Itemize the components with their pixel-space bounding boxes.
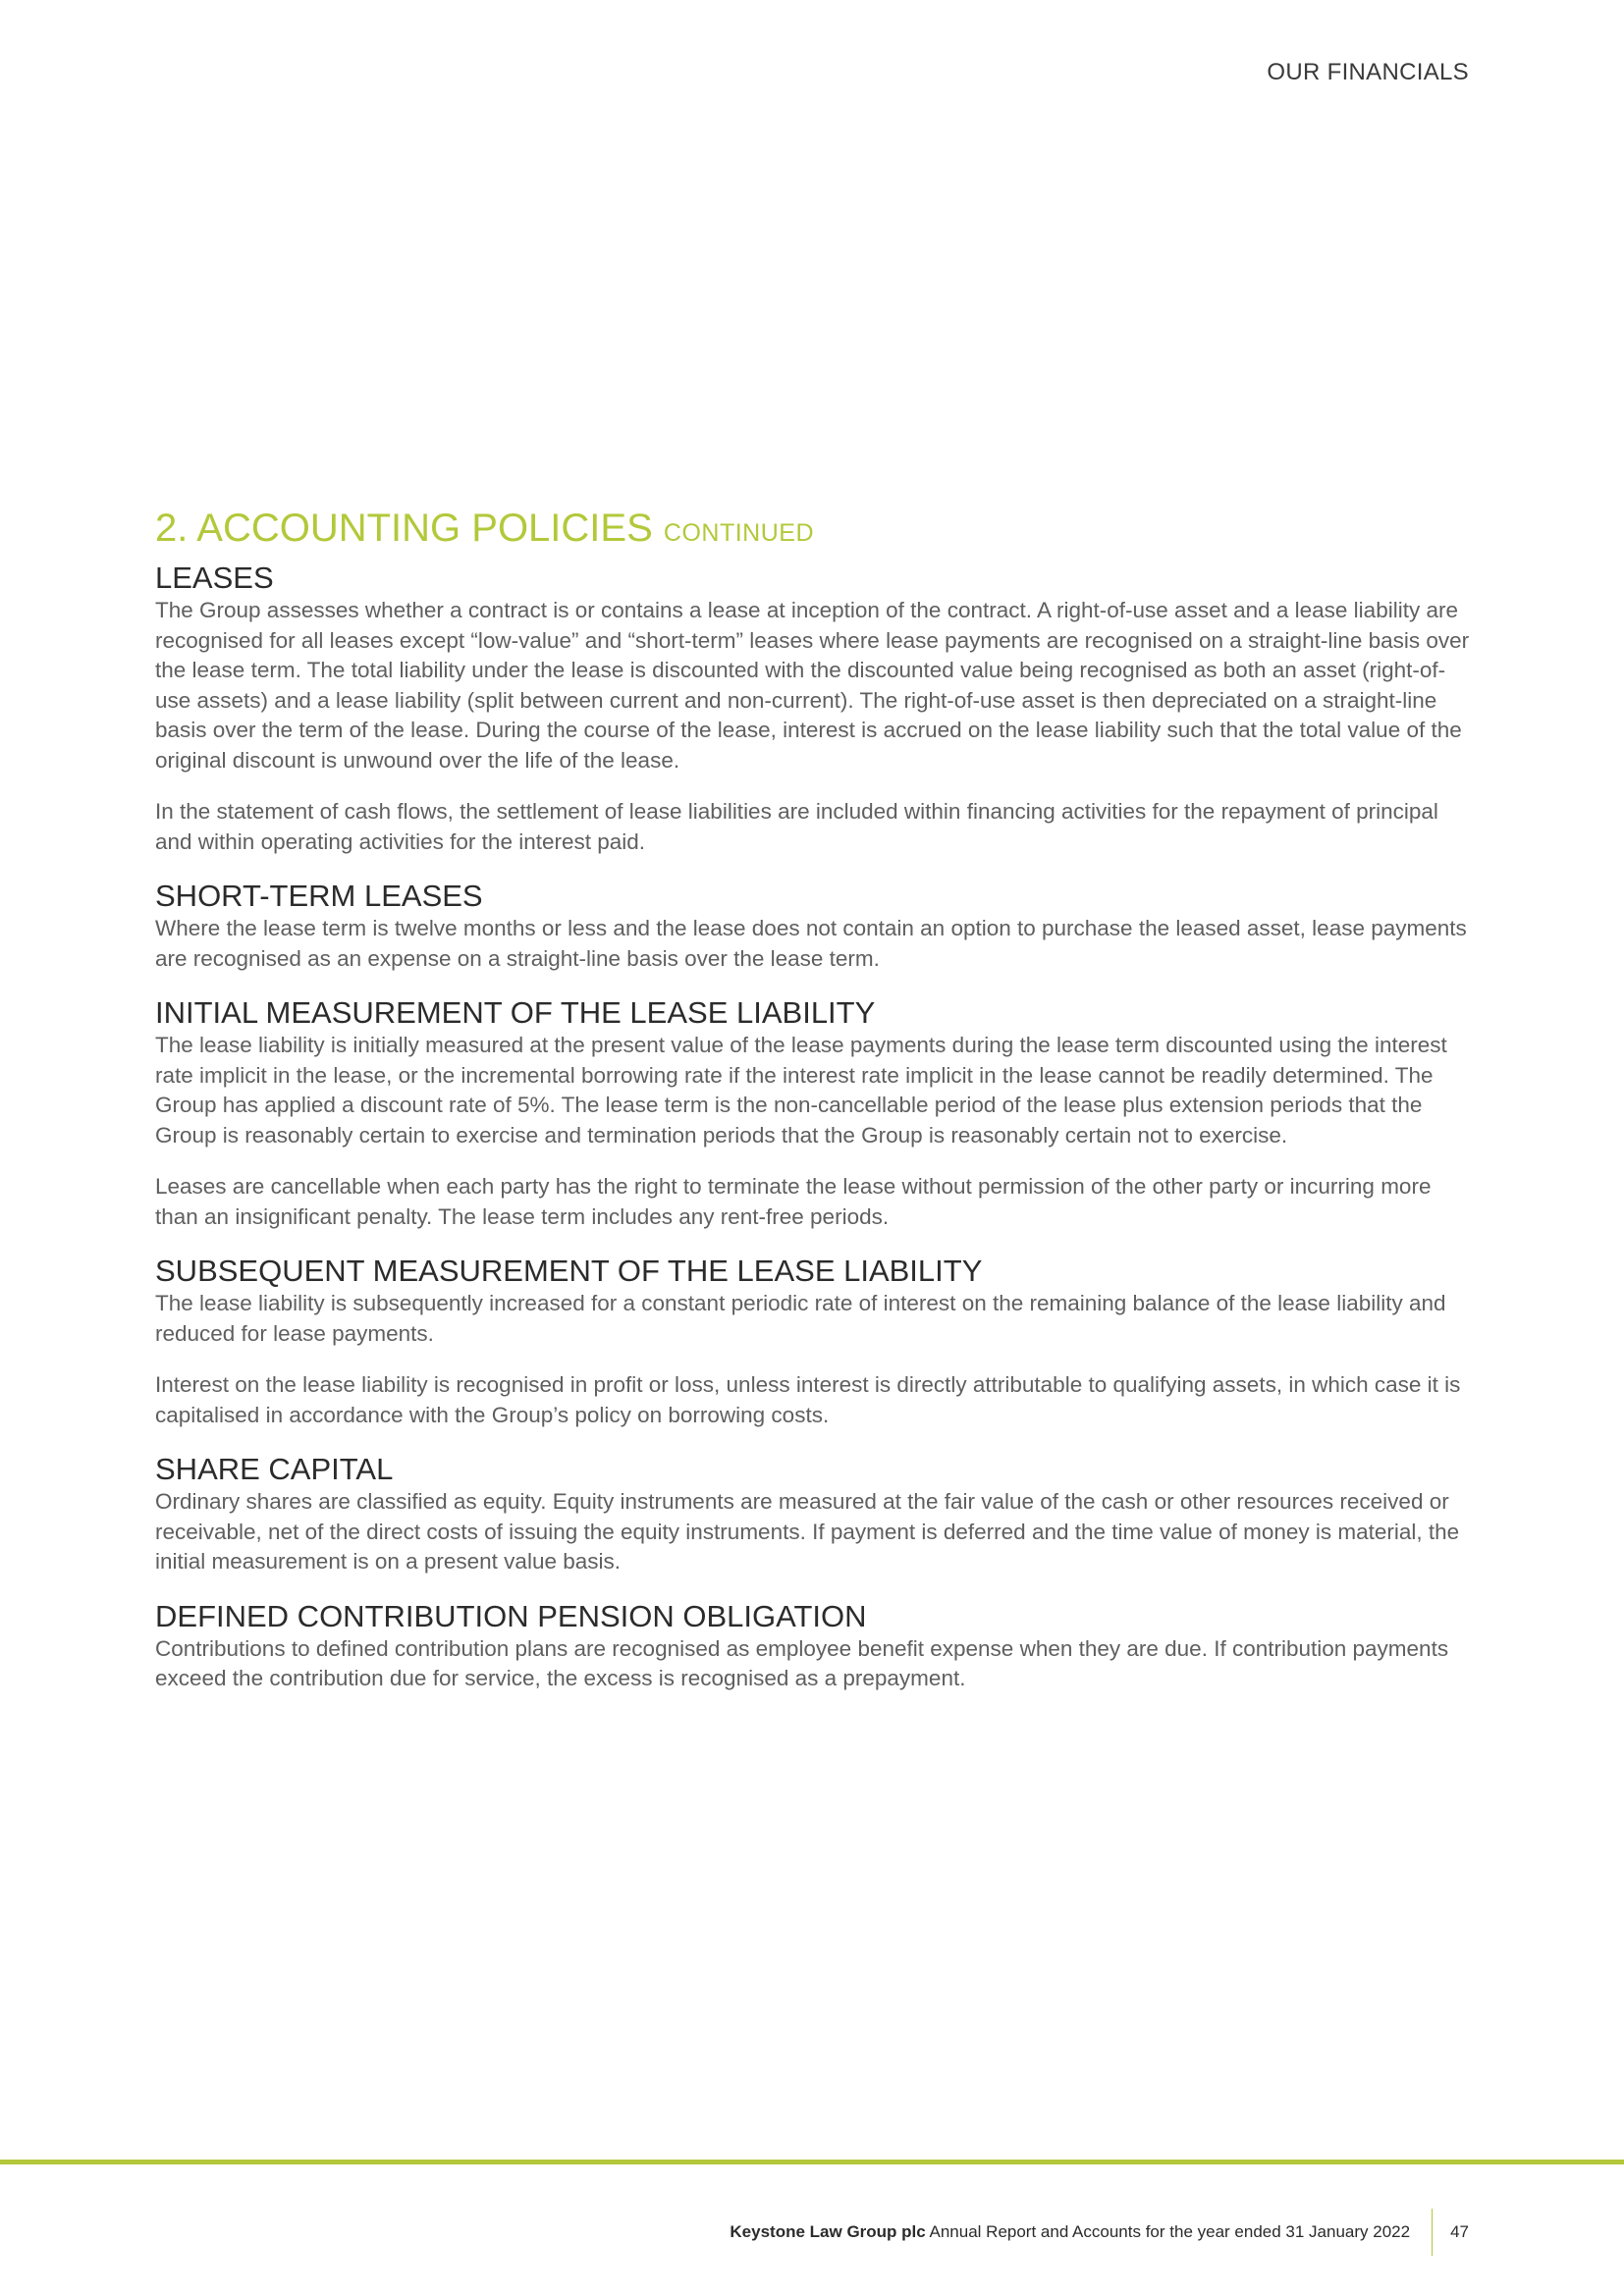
chapter-title-text: 2. ACCOUNTING POLICIES bbox=[155, 507, 653, 550]
section-initial-measurement bbox=[155, 995, 1471, 1232]
section-heading: DEFINED CONTRIBUTION PENSION OBLIGATION bbox=[155, 1598, 867, 1633]
section-short-term-leases bbox=[155, 879, 1471, 974]
page-footer bbox=[730, 2209, 1469, 2256]
section-share-capital bbox=[155, 1452, 1471, 1577]
paragraph: Ordinary shares are classified as equity. Equity instruments are measured at the fair value of the cash or other resources received or receivable, net of the direct costs of issuing the equity instruments. If payment is deferred and the time value of money is material, the initial measurement is on a present value basis. bbox=[155, 1489, 1460, 1574]
paragraph: The Group assesses whether a contract is or contains a lease at inception of the contract. A right-of-use asset and a lease liability are recognised for all leases except “low-value” and “short-term” leases where lease payments are recognised on a straight-line basis over the lease term. The total liability under the lease is discounted with the discounted value being recognised as both an asset (right-of-use assets) and a lease liability (split between current and non-current). The right-of-use asset is then depreciated on a straight-line basis over the term of the lease. During the course of the lease, interest is accrued on the lease liability such that the total value of the original discount is unwound over the life of the lease. bbox=[155, 598, 1470, 773]
section-heading: SUBSEQUENT MEASUREMENT OF THE LEASE LIABILITY bbox=[155, 1254, 983, 1288]
paragraph: Leases are cancellable when each party has the right to terminate the lease without permission of the other party or incurring more than an insignificant penalty. The lease term includes any rent-free periods. bbox=[155, 1174, 1432, 1229]
footer-report-title: Annual Report and Accounts for the year ended 31 January 2022 bbox=[925, 2222, 1411, 2241]
continued-label: CONTINUED bbox=[663, 519, 815, 547]
footer-rule bbox=[0, 2160, 1624, 2164]
paragraph: Interest on the lease liability is recognised in profit or loss, unless interest is directly attributable to qualifying assets, in which case it is capitalised in accordance with the Group’s policy on borrowing costs. bbox=[155, 1372, 1461, 1427]
paragraph: Where the lease term is twelve months or less and the lease does not contain an option to purchase the leased asset, lease payments are recognised as an expense on a straight-line basis over the lease term. bbox=[155, 916, 1467, 971]
section-heading: SHORT-TERM LEASES bbox=[155, 879, 483, 913]
section-heading: INITIAL MEASUREMENT OF THE LEASE LIABILITY bbox=[155, 995, 876, 1030]
section-leases bbox=[155, 561, 1471, 857]
paragraph: Contributions to defined contribution plans are recognised as employee benefit expense when they are due. If contribution payments exceed the contribution due for service, the excess is recognised as a prepayment. bbox=[155, 1635, 1449, 1690]
section-heading: SHARE CAPITAL bbox=[155, 1452, 394, 1486]
section-defined-contribution-pension bbox=[155, 1599, 1471, 1694]
footer-report-text bbox=[730, 2221, 1410, 2243]
footer-divider bbox=[1432, 2209, 1433, 2256]
page-number: 47 bbox=[1450, 2222, 1469, 2241]
paragraph: The lease liability is subsequently increased for a constant periodic rate of interest on the remaining balance of the lease liability and reduced for lease payments. bbox=[155, 1291, 1446, 1346]
paragraph: In the statement of cash flows, the settlement of lease liabilities are included within financing activities for the repayment of principal and within operating activities for the interest paid. bbox=[155, 799, 1438, 854]
page-content bbox=[155, 505, 1471, 1694]
paragraph: The lease liability is initially measured at the present value of the lease payments during the lease term discounted using the interest rate implicit in the lease, or the incremental borrowing rate if the interest rate implicit in the lease cannot be readily determined. The Group has applied a discount rate of 5%. The lease term is the non-cancellable period of the lease plus extension periods that the Group is reasonably certain to exercise and termination periods that the Group is reasonably certain not to exercise. bbox=[155, 1033, 1447, 1148]
footer-company: Keystone Law Group plc bbox=[730, 2222, 926, 2241]
section-subsequent-measurement bbox=[155, 1254, 1471, 1430]
section-heading: LEASES bbox=[155, 561, 274, 595]
chapter-title bbox=[155, 505, 1471, 557]
section-label: OUR FINANCIALS bbox=[1267, 59, 1469, 85]
